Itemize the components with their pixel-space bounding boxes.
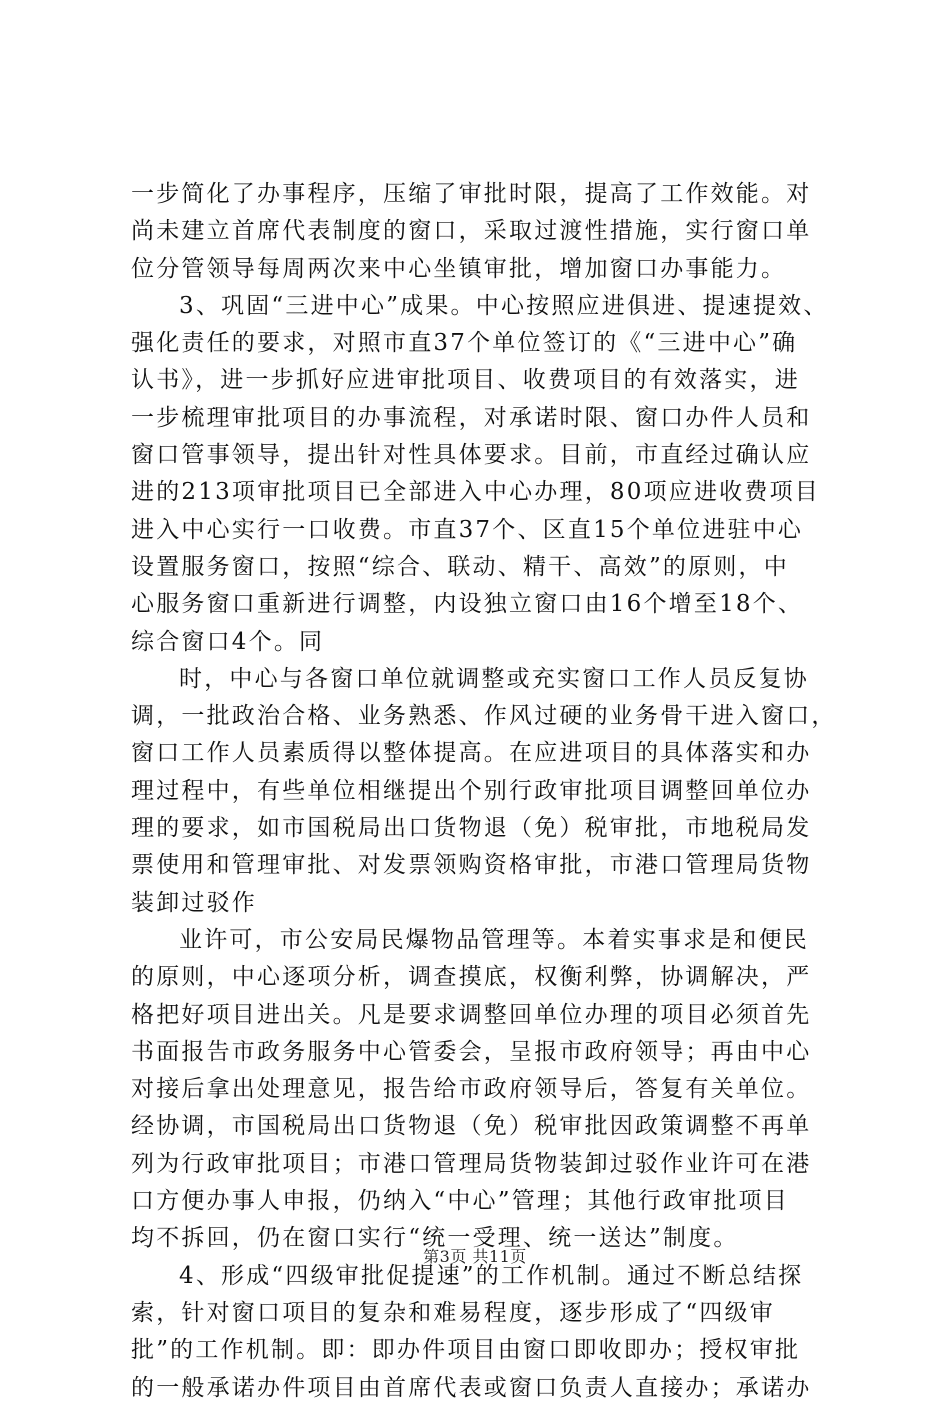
text-line: 一步简化了办事程序，压缩了审批时限，提高了工作效能。对 <box>131 181 812 207</box>
text-line: 设置服务窗口，按照“综合、联动、精干、高效”的原则，中 <box>131 553 789 580</box>
text-line: 窗口管事领导，提出针对性具体要求。目前，市直经过确认应 <box>131 442 812 469</box>
text-line: 的原则，中心逐项分析，调查摸底，权衡利弊，协调解决，严 <box>131 964 812 991</box>
text-line: 尚未建立首席代表制度的窗口，采取过渡性措施，实行窗口单 <box>131 218 812 245</box>
text-line: 口方便办事人申报，仍纳入“中心”管理；其他行政审批项目 <box>131 1188 789 1215</box>
text-line: 经协调，市国税局出口货物退（免）税审批因政策调整不再单 <box>131 1113 812 1140</box>
text-line: 综合窗口4个。同 <box>131 628 325 655</box>
page-footer: 第3页 共11页 <box>423 1247 527 1266</box>
document-body <box>131 176 837 1407</box>
text-line: 均不拆回，仍在窗口实行“统一受理、统一送达”制度。 <box>131 1225 739 1252</box>
text-line: 的一般承诺办件项目由首席代表或窗口负责人直接办；承诺办 <box>131 1374 812 1401</box>
text-line: 强化责任的要求，对照市直37个单位签订的《“三进中心”确 <box>131 330 798 357</box>
text-line: 批”的工作机制。即：即办件项目由窗口即收即办；授权审批 <box>131 1337 801 1364</box>
text-line: 业许可，市公安局民爆物品管理等。本着实事求是和便民 <box>179 926 809 953</box>
text-line: 索，针对窗口项目的复杂和难易程度，逐步形成了“四级审 <box>131 1299 775 1326</box>
text-line: 3、巩固“三进中心”成果。中心按照应进俱进、提速提效、 <box>179 292 829 319</box>
text-line: 一步梳理审批项目的办事流程，对承诺时限、窗口办件人员和 <box>131 404 812 431</box>
text-line: 列为行政审批项目；市港口管理局货物装卸过驳作业许可在港 <box>131 1150 812 1177</box>
text-line: 书面报告市政务服务中心管委会，呈报市政府领导；再由中心 <box>131 1038 812 1065</box>
text-line: 心服务窗口重新进行调整，内设独立窗口由16个增至18个、 <box>131 591 804 618</box>
text-line: 窗口工作人员素质得以整体提高。在应进项目的具体落实和办 <box>131 740 812 767</box>
text-line: 理的要求，如市国税局出口货物退（免）税审批，市地税局发 <box>131 815 812 842</box>
text-line: 调，一批政治合格、业务熟悉、作风过硬的业务骨干进入窗口， <box>131 703 837 730</box>
text-line: 格把好项目进出关。凡是要求调整回单位办理的项目必须首先 <box>131 1001 812 1028</box>
text-line: 理过程中，有些单位相继提出个别行政审批项目调整回单位办 <box>131 777 812 804</box>
text-line: 对接后拿出处理意见，报告给市政府领导后，答复有关单位。 <box>131 1076 812 1103</box>
text-line: 装卸过驳作 <box>131 889 257 916</box>
text-line: 位分管领导每周两次来中心坐镇审批，增加窗口办事能力。 <box>131 255 787 282</box>
text-line: 进入中心实行一口收费。市直37个、区直15个单位进驻中心 <box>131 516 804 543</box>
text-line: 时，中心与各窗口单位就调整或充实窗口工作人员反复协 <box>179 665 809 692</box>
text-line: 4、形成“四级审批促提速”的工作机制。通过不断总结探 <box>179 1262 804 1289</box>
text-line: 进的213项审批项目已全部进入中心办理，80项应进收费项目 <box>131 479 820 506</box>
text-line: 认书》，进一步抓好应进审批项目、收费项目的有效落实，进 <box>131 367 800 394</box>
text-line: 票使用和管理审批、对发票领购资格审批，市港口管理局货物 <box>131 852 812 879</box>
